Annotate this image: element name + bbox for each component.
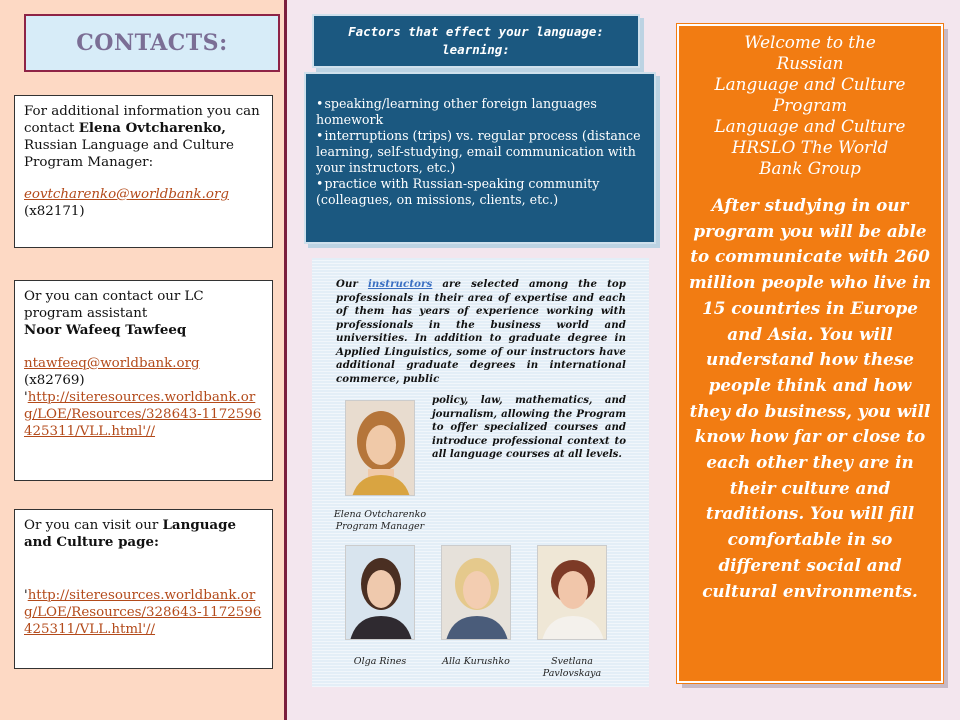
instructors-link[interactable]: instructors (367, 278, 433, 290)
factor-item: • practice with Russian-speaking community (colleagues, on missions, clients, etc.) (316, 176, 644, 208)
page-label: Language and Culture page: (24, 517, 236, 550)
instructors-text (336, 278, 626, 386)
lc-page-link[interactable]: http://siteresources.worldbank.org/LOE/Resources/328643-1172596425311/VLL.html'// (24, 390, 262, 439)
manager-name: Elena Ovtcharenko, (78, 120, 226, 136)
welcome-title-line: Russian (776, 53, 844, 73)
manager-photo (345, 400, 415, 496)
manager-caption-role: Program Manager (335, 521, 425, 532)
factors-list (304, 72, 656, 244)
manager-caption-name: Elena Ovtcharenko (333, 509, 427, 520)
instructor-caption: Alla Kurushko (442, 656, 510, 667)
card-intro: Or you can visit our (24, 518, 163, 533)
contact-card-page (14, 509, 273, 669)
welcome-title-line: HRSLO The World (731, 137, 889, 157)
instructors-section (312, 258, 649, 687)
welcome-title-line: Welcome to the (744, 32, 876, 52)
welcome-title-line: Language and Culture (714, 116, 906, 136)
contact-card-manager (14, 95, 273, 248)
lc-page-link[interactable]: http://siteresources.worldbank.org/LOE/Resources/328643-1172596425311/VLL.html'// (24, 588, 262, 637)
assistant-name: Noor Wafeeq Tawfeeq (24, 322, 187, 338)
factor-item: • speaking/learning other foreign languages homework (316, 96, 644, 128)
welcome-title (687, 32, 933, 179)
welcome-title-line: Program (772, 95, 848, 115)
assistant-extension: (x82769) (24, 373, 85, 388)
instructors-text-continued: policy, law, mathematics, and journalism, allowing the Program to offer specialized courses and introduce professional context to all language courses at all levels. (432, 394, 626, 460)
instructor-photo (441, 545, 511, 640)
instructor-photo (345, 545, 415, 640)
manager-email-link[interactable]: eovtcharenko@worldbank.org (24, 187, 229, 202)
factor-item: • interruptions (trips) vs. regular process (distance learning, self-studying, email communication with your instructors, etc.) (316, 128, 644, 176)
welcome-body: After studying in our program you will be able to communicate with 260 million people who live in 15 countries in Europe and Asia. You will understand how these people think and how they do business, you will know how far or close to each other they are in their culture and traditions. You will fill comfortable in so different social and cultural environments. (688, 195, 931, 601)
instructor-caption: Olga Rines (353, 656, 407, 667)
instructor-photo (537, 545, 607, 640)
factors-title: Factors that effect your language: learning: (312, 14, 640, 68)
instructors-text-start: Our (336, 278, 368, 290)
card-intro: For additional information you can contact (24, 104, 260, 136)
welcome-panel (677, 24, 943, 683)
instructors-text-body: are selected among the top professionals in their area of expertise and each of them has years of experience working with professionals in the business world and universities. In addition to graduate degree in Applied Linguistics, some of our instructors have additional graduate degrees in international commerce, public (336, 278, 626, 385)
manager-caption (320, 509, 440, 533)
contacts-header: CONTACTS: (24, 14, 280, 72)
contacts-panel (0, 0, 287, 720)
card-role: Russian Language and Culture Program Manager: (24, 138, 234, 170)
welcome-title-line: Language and Culture (714, 74, 906, 94)
url-quote: ' (24, 588, 28, 603)
assistant-email-link[interactable]: ntawfeeq@worldbank.org (24, 356, 200, 371)
welcome-title-line: Bank Group (759, 158, 861, 178)
url-quote: ' (24, 390, 28, 405)
card-intro: Or you can contact our LC program assistant (24, 289, 204, 321)
manager-extension: (x82171) (24, 204, 85, 219)
instructor-caption: Svetlana Pavlovskaya (542, 656, 602, 679)
contact-card-assistant (14, 280, 273, 481)
